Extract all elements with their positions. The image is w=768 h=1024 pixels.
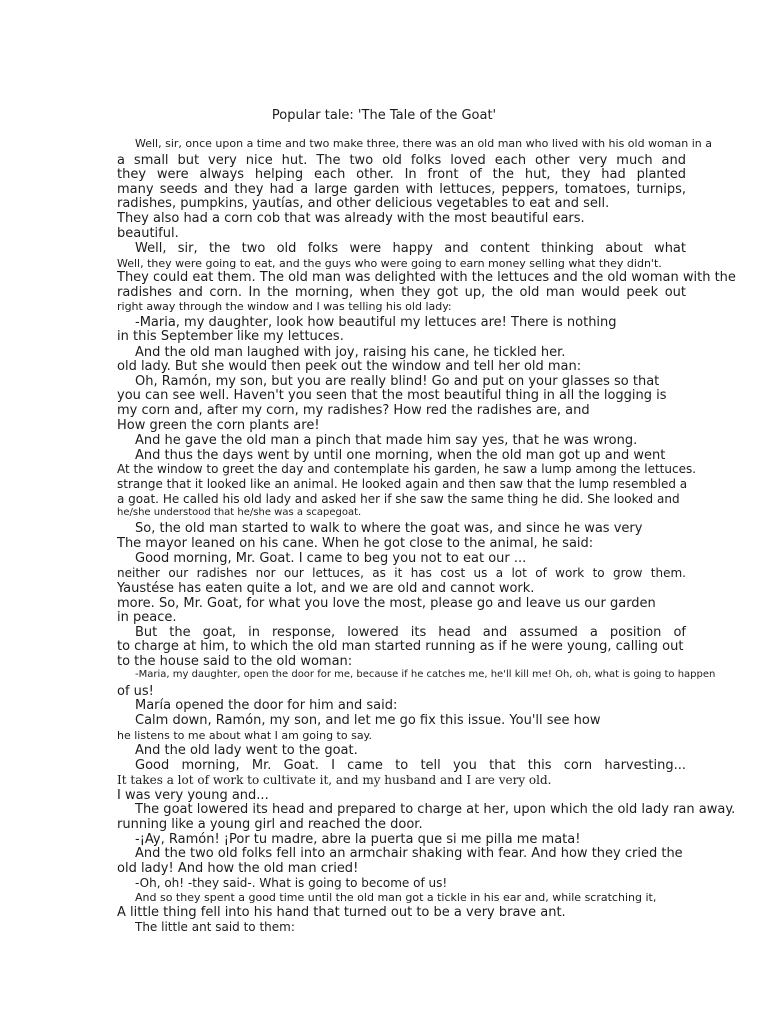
text-line: Oh, Ramón, my son, but you are really blind! Go and put on your glasses so that (135, 374, 660, 389)
text-line: Well, they were going to eat, and the guys who were going to earn money selling what they didn't. (117, 257, 662, 270)
text-line: They also had a corn cob that was already with the most beautiful ears. (117, 211, 585, 226)
text-line: It takes a lot of work to cultivate it, and my husband and I are very old. (117, 773, 552, 787)
text-line: radishes, pumpkins, yautías, and other delicious vegetables to eat and sell. (117, 196, 610, 211)
text-line: in peace. (117, 610, 177, 625)
text-line: Well, sir, once upon a time and two make three, there was an old man who lived with his old woman in a (135, 137, 712, 150)
text-line: I was very young and... (117, 788, 269, 803)
text-line: And thus the days went by until one morning, when the old man got up and went (135, 448, 666, 463)
text-line: The goat lowered its head and prepared to charge at her, upon which the old lady ran away. (135, 802, 736, 817)
text-line: Good morning, Mr. Goat. I came to tell you that this corn harvesting... (135, 758, 686, 773)
text-line: The little ant said to them: (135, 920, 295, 934)
text-line: Well, sir, the two old folks were happy and content thinking about what (135, 241, 686, 256)
text-line: They could eat them. The old man was delighted with the lettuces and the old woman with the (117, 270, 736, 285)
text-line: my corn and, after my corn, my radishes? How red the radishes are, and (117, 403, 590, 418)
page-title: Popular tale: 'The Tale of the Goat' (271, 108, 497, 123)
text-line: he listens to me about what I am going to say. (117, 729, 372, 742)
text-line: And so they spent a good time until the old man got a tickle in his ear and, while scratching it, (135, 891, 657, 904)
text-line: more. So, Mr. Goat, for what you love the most, please go and leave us our garden (117, 596, 656, 611)
text-line: So, the old man started to walk to where the goat was, and since he was very (135, 521, 643, 536)
text-line: old lady. But she would then peek out the window and tell her old man: (117, 359, 582, 374)
text-line: And the old man laughed with joy, raising his cane, he tickled her. (135, 345, 566, 360)
text-line: At the window to greet the day and contemplate his garden, he saw a lump among the lettuces. (117, 462, 697, 476)
text-line: to the house said to the old woman: (117, 654, 353, 669)
text-line: María opened the door for him and said: (135, 698, 398, 713)
text-line: The mayor leaned on his cane. When he got close to the animal, he said: (117, 536, 594, 551)
text-line: -Maria, my daughter, look how beautiful my lettuces are! There is nothing (135, 315, 617, 330)
text-line: -¡Ay, Ramón! ¡Por tu madre, abre la puerta que si me pilla me mata! (135, 832, 581, 847)
text-line: strange that it looked like an animal. He looked again and then saw that the lump resembled a (117, 477, 688, 491)
text-line: neither our radishes nor our lettuces, as it has cost us a lot of work to grow them. (117, 566, 686, 580)
text-line: to charge at him, to which the old man started running as if he were young, calling out (117, 639, 684, 654)
text-line: a goat. He called his old lady and asked her if she saw the same thing he did. She looked and (117, 492, 680, 506)
text-line: he/she understood that he/she was a scapegoat. (117, 507, 362, 518)
text-line: you can see well. Haven't you seen that the most beautiful thing in all the logging is (117, 388, 667, 403)
text-line: old lady! And how the old man cried! (117, 861, 359, 876)
text-line: a small but very nice hut. The two old folks loved each other very much and (117, 153, 686, 168)
text-line: -Maria, my daughter, open the door for me, because if he catches me, he'll kill me! Oh, oh, what is going to happen (135, 669, 716, 680)
text-line: How green the corn plants are! (117, 418, 320, 433)
text-line: right away through the window and I was telling his old lady: (117, 300, 452, 313)
text-line: And the two old folks fell into an armchair shaking with fear. And how they cried the (135, 846, 683, 861)
text-line: Good morning, Mr. Goat. I came to beg you not to eat our ... (135, 551, 527, 566)
text-line: And he gave the old man a pinch that made him say yes, that he was wrong. (135, 433, 638, 448)
text-line: -Oh, oh! -they said-. What is going to become of us! (135, 876, 448, 890)
text-line: in this September like my lettuces. (117, 329, 344, 344)
text-line: And the old lady went to the goat. (135, 743, 358, 758)
text-line: running like a young girl and reached the door. (117, 817, 423, 832)
text-line: But the goat, in response, lowered its head and assumed a position of (135, 625, 686, 640)
text-line: Yaustése has eaten quite a lot, and we are old and cannot work. (117, 581, 535, 596)
text-line: many seeds and they had a large garden with lettuces, peppers, tomatoes, turnips, (117, 182, 686, 197)
text-line: A little thing fell into his hand that turned out to be a very brave ant. (117, 905, 566, 920)
text-line: Calm down, Ramón, my son, and let me go fix this issue. You'll see how (135, 713, 601, 728)
text-line: beautiful. (117, 226, 179, 241)
text-line: they were always helping each other. In front of the hut, they had planted (117, 167, 686, 182)
text-line: radishes and corn. In the morning, when they got up, the old man would peek out (117, 285, 686, 300)
text-line: of us! (117, 684, 154, 699)
